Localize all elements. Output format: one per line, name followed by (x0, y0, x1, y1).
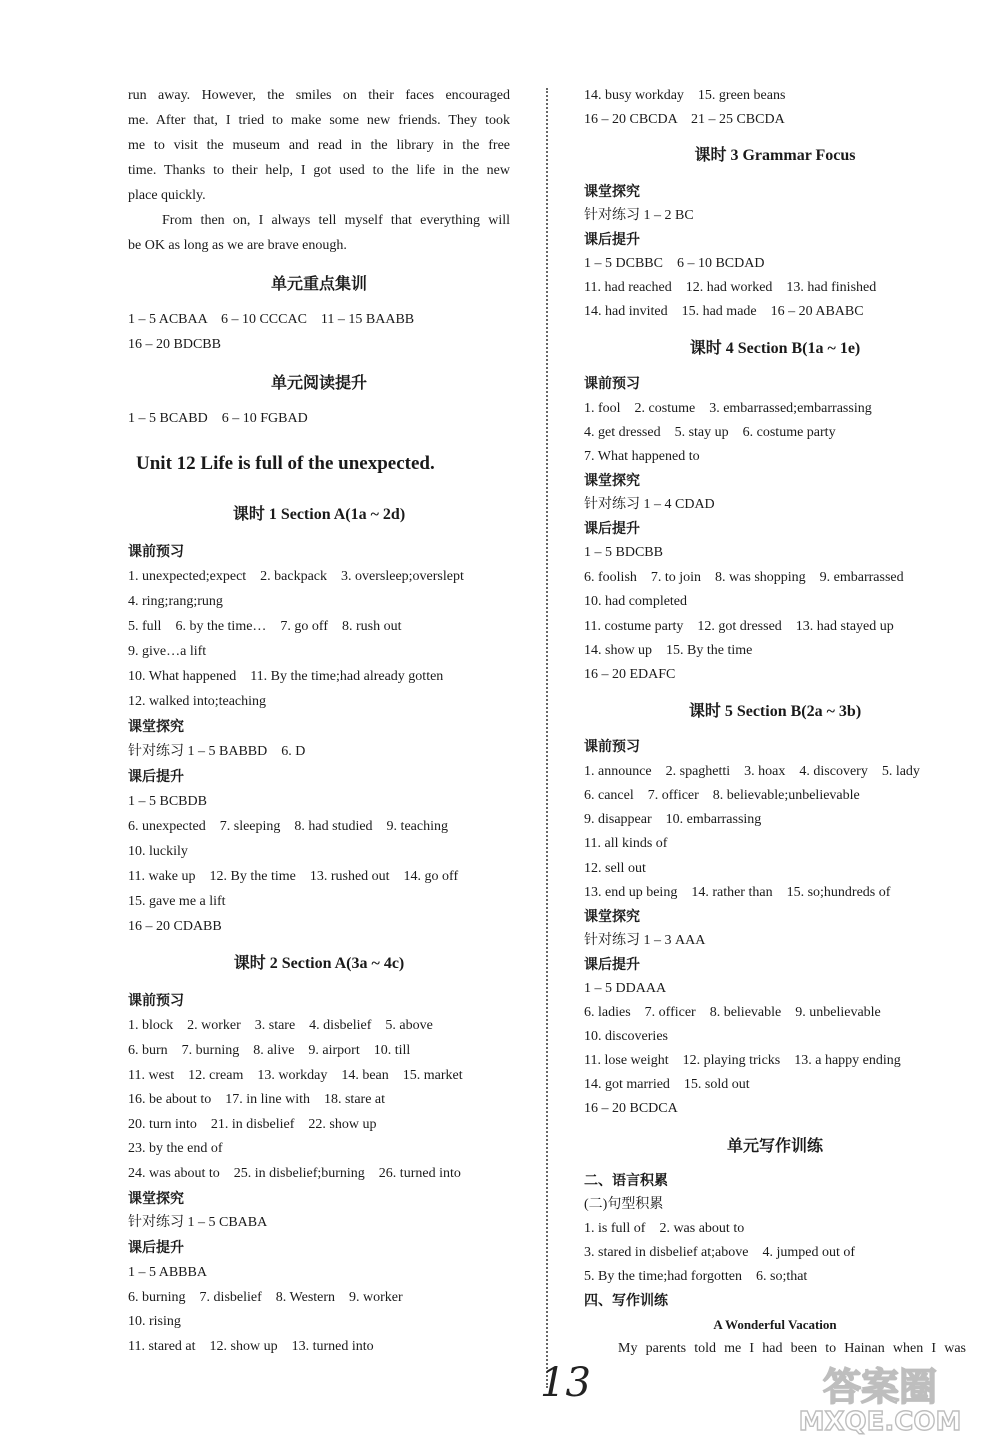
passage-line: From then on, I always tell myself that everything will (162, 213, 510, 228)
answer-line: 11. stared at 12. show up 13. turned into (128, 1339, 374, 1354)
answer-line: 9. disappear 10. embarrassing (584, 812, 762, 827)
section-label: 课前预习 (128, 544, 184, 560)
watermark-graphic (760, 1360, 995, 1435)
answer-line: 11. costume party 12. got dressed 13. had stayed up (584, 619, 894, 634)
answer-line: 20. turn into 21. in disbelief 22. show up (128, 1117, 377, 1132)
section-label: 课前预习 (584, 376, 640, 392)
passage-line: run away. However, the smiles on their faces encouraged (128, 88, 510, 103)
answer-line: 10. discoveries (584, 1029, 668, 1044)
unit-title: Unit 12 Life is full of the unexpected. (136, 453, 435, 474)
answer-line: 16 – 20 CBCDA 21 – 25 CBCDA (584, 112, 785, 127)
answer-line: 1 – 5 ABBBA (128, 1265, 207, 1280)
lesson-title: 课时 3 Grammar Focus (694, 147, 856, 164)
answer-line: 12. walked into;teaching (128, 694, 267, 709)
page-number: 13 (540, 1360, 591, 1406)
answer-line: 11. all kinds of (584, 836, 668, 851)
answer-line: 针对练习 1 – 5 BABBD 6. D (128, 744, 306, 759)
answer-line: 5. full 6. by the time… 7. go off 8. rush out (128, 619, 402, 634)
watermark (760, 1360, 995, 1435)
answer-line: 1 – 5 BDCBB (584, 545, 663, 560)
answer-line: 1 – 5 DDAAA (584, 981, 667, 996)
lesson-title: 课时 5 Section B(2a ~ 3b) (688, 703, 862, 720)
answer-line: 5. By the time;had forgotten 6. so;that (584, 1269, 808, 1284)
answer-line: 10. What happened 11. By the time;had already gotten (128, 669, 444, 684)
answer-line: 11. lose weight 12. playing tricks 13. a happy ending (584, 1053, 901, 1068)
section-label: 课后提升 (128, 1240, 184, 1256)
answer-line: 24. was about to 25. in disbelief;burning 26. turned into (128, 1166, 461, 1181)
answer-line: 针对练习 1 – 4 CDAD (584, 497, 715, 512)
answer-line: 1 – 5 BCBDB (128, 794, 207, 809)
answer-line: 1. fool 2. costume 3. embarrassed;embarrassing (584, 401, 872, 416)
sub-label: (二)句型积累 (584, 1197, 664, 1212)
answer-line: 6. unexpected 7. sleeping 8. had studied 9. teaching (128, 819, 448, 834)
section-label: 课堂探究 (128, 1191, 184, 1207)
section-label: 课前预习 (584, 739, 640, 755)
answer-line: 针对练习 1 – 5 CBABA (128, 1215, 268, 1230)
answer-line: 3. stared in disbelief at;above 4. jumped out of (584, 1245, 855, 1260)
answer-line: 6. burn 7. burning 8. alive 9. airport 10. till (128, 1043, 411, 1058)
section-label: 课后提升 (584, 957, 640, 973)
answer-line: 15. gave me a lift (128, 894, 226, 909)
section-label: 四、写作训练 (584, 1293, 668, 1309)
essay-title: A Wonderful Vacation (713, 1317, 837, 1332)
section-label: 二、语言积累 (584, 1173, 668, 1189)
answer-line: 4. ring;rang;rung (128, 594, 223, 609)
section-label: 课堂探究 (584, 473, 640, 489)
writing-title: 单元写作训练 (726, 1136, 823, 1155)
answer-line: 12. sell out (584, 861, 646, 876)
answer-line: 23. by the end of (128, 1141, 223, 1156)
section-label: 课后提升 (584, 521, 640, 537)
answer-line: 14. show up 15. By the time (584, 643, 753, 658)
lesson-title: 课时 1 Section A(1a ~ 2d) (232, 506, 406, 523)
column-divider (546, 88, 548, 1388)
lesson-title: 课时 2 Section A(3a ~ 4c) (233, 955, 405, 972)
answer-line: 1 – 5 DCBBC 6 – 10 BCDAD (584, 256, 765, 271)
passage-line: be OK as long as we are brave enough. (128, 238, 347, 253)
section-label: 课堂探究 (584, 184, 640, 200)
answer-line: 6. cancel 7. officer 8. believable;unbelievable (584, 788, 860, 803)
unit-reading-title: 单元阅读提升 (270, 373, 367, 392)
answer-line: 1 – 5 BCABD 6 – 10 FGBAD (128, 411, 308, 426)
answer-line: 1. announce 2. spaghetti 3. hoax 4. discovery 5. lady (584, 764, 920, 779)
answer-line: 6. burning 7. disbelief 8. Western 9. worker (128, 1290, 403, 1305)
answer-line: 针对练习 1 – 3 AAA (584, 933, 706, 948)
section-label: 课后提升 (128, 769, 184, 785)
answer-line: 10. luckily (128, 844, 188, 859)
answer-line: 10. had completed (584, 594, 688, 609)
passage-line: place quickly. (128, 188, 206, 203)
watermark-url-text: MXQE.COM (798, 1407, 962, 1435)
unit-review-title: 单元重点集训 (270, 274, 367, 293)
answer-line: 1. is full of 2. was about to (584, 1221, 745, 1236)
section-label: 课前预习 (128, 993, 184, 1009)
answer-line: 针对练习 1 – 2 BC (584, 208, 694, 223)
answer-line: 4. get dressed 5. stay up 6. costume party (584, 425, 836, 440)
answer-line: 11. wake up 12. By the time 13. rushed out 14. go off (128, 869, 459, 884)
section-label: 课后提升 (584, 232, 640, 248)
answer-line: 16 – 20 CDABB (128, 919, 222, 934)
passage-line: me. After that, I tried to make some new friends. They took (128, 113, 510, 128)
answer-line: 16 – 20 BCDCA (584, 1101, 678, 1116)
watermark-logo-text: 答案圈 (822, 1365, 938, 1409)
answer-line: 7. What happened to (584, 449, 700, 464)
answer-line: 1. block 2. worker 3. stare 4. disbelief 5. above (128, 1018, 433, 1033)
answer-line: 14. busy workday 15. green beans (584, 88, 786, 103)
answer-line: 16 – 20 BDCBB (128, 337, 221, 352)
answer-line: 14. had invited 15. had made 16 – 20 ABABC (584, 304, 864, 319)
essay-line: My parents told me I had been to Hainan when I was (618, 1341, 966, 1356)
passage-line: time. Thanks to their help, I got used to the life in the new (128, 163, 510, 178)
answer-line: 6. foolish 7. to join 8. was shopping 9. embarrassed (584, 570, 904, 585)
answer-line: 10. rising (128, 1314, 181, 1329)
answer-line: 16 – 20 EDAFC (584, 667, 676, 682)
passage-line: me to visit the museum and read in the library in the free (128, 138, 510, 153)
answer-line: 11. west 12. cream 13. workday 14. bean 15. market (128, 1068, 463, 1083)
answer-line: 14. got married 15. sold out (584, 1077, 750, 1092)
section-label: 课堂探究 (584, 909, 640, 925)
answer-line: 11. had reached 12. had worked 13. had finished (584, 280, 877, 295)
answer-line: 9. give…a lift (128, 644, 207, 659)
answer-line: 6. ladies 7. officer 8. believable 9. unbelievable (584, 1005, 881, 1020)
answer-line: 13. end up being 14. rather than 15. so;hundreds of (584, 885, 891, 900)
answer-line: 1 – 5 ACBAA 6 – 10 CCCAC 11 – 15 BAABB (128, 312, 415, 327)
answer-line: 1. unexpected;expect 2. backpack 3. oversleep;overslept (128, 569, 464, 584)
answer-line: 16. be about to 17. in line with 18. stare at (128, 1092, 386, 1107)
lesson-title: 课时 4 Section B(1a ~ 1e) (689, 340, 861, 357)
section-label: 课堂探究 (128, 719, 184, 735)
